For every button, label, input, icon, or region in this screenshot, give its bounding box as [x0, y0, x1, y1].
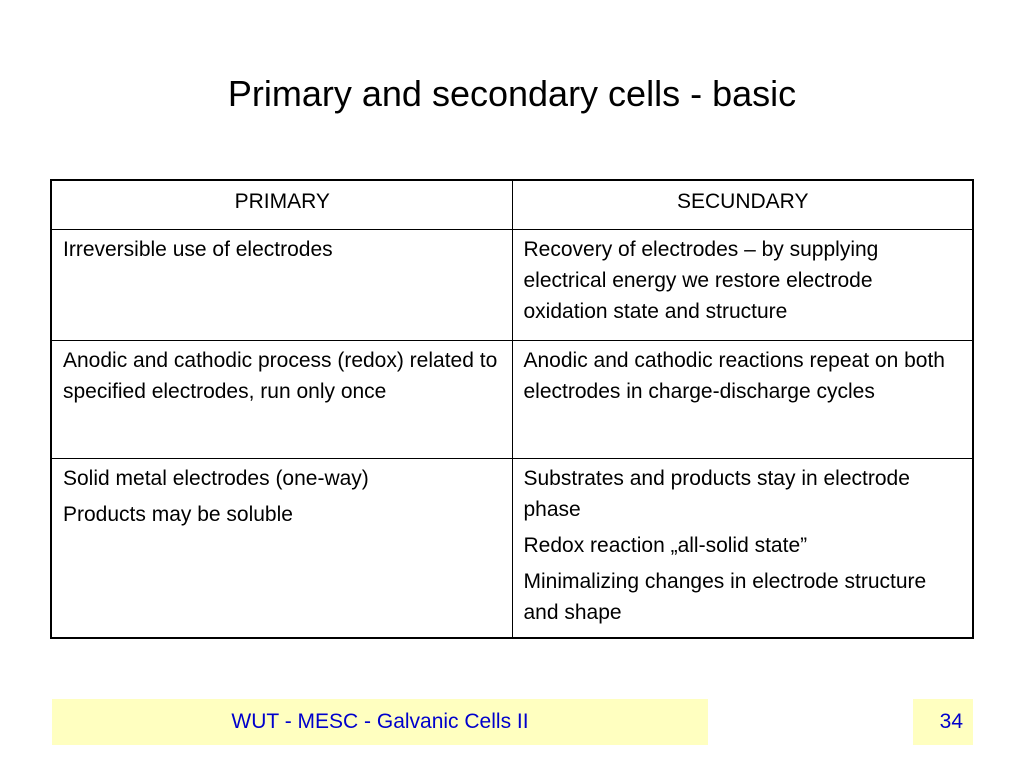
table-row: [51, 230, 973, 341]
header-primary: PRIMARY: [51, 180, 512, 230]
cell-text: Redox reaction „all-solid state”: [523, 534, 808, 557]
cell-text: Anodic and cathodic process (redox) related to specified electrodes, run only once: [63, 349, 498, 403]
cell-text: Irreversible use of electrodes: [63, 238, 333, 261]
footer-page-box: [913, 699, 973, 745]
cell-text: Recovery of electrodes – by supplying electrical energy we restore electrode oxidation state and structure: [523, 238, 879, 323]
slide-title: Primary and secondary cells - basic: [227, 73, 797, 114]
cell-text: Substrates and products stay in electrode phase: [523, 467, 910, 521]
footer-course-box: [52, 699, 708, 745]
primary-cell: [51, 230, 512, 341]
page-number: 34: [939, 710, 963, 733]
table-row: [51, 459, 973, 639]
primary-cell: [51, 459, 512, 639]
footer-course-label: WUT - MESC - Galvanic Cells II: [231, 710, 529, 733]
cell-text: Solid metal electrodes (one-way): [63, 467, 369, 490]
cell-text: Minimalizing changes in electrode structure and shape: [523, 570, 927, 624]
header-secondary: SECUNDARY: [512, 180, 973, 230]
cell-text: Products may be soluble: [63, 503, 293, 526]
secondary-cell: [512, 459, 973, 639]
cell-text: Anodic and cathodic reactions repeat on both electrodes in charge-discharge cycles: [523, 349, 945, 403]
secondary-cell: [512, 341, 973, 459]
primary-cell: [51, 341, 512, 459]
table-row: [51, 341, 973, 459]
secondary-cell: [512, 230, 973, 341]
comparison-table: [50, 179, 974, 639]
table-header-row: [51, 180, 973, 230]
